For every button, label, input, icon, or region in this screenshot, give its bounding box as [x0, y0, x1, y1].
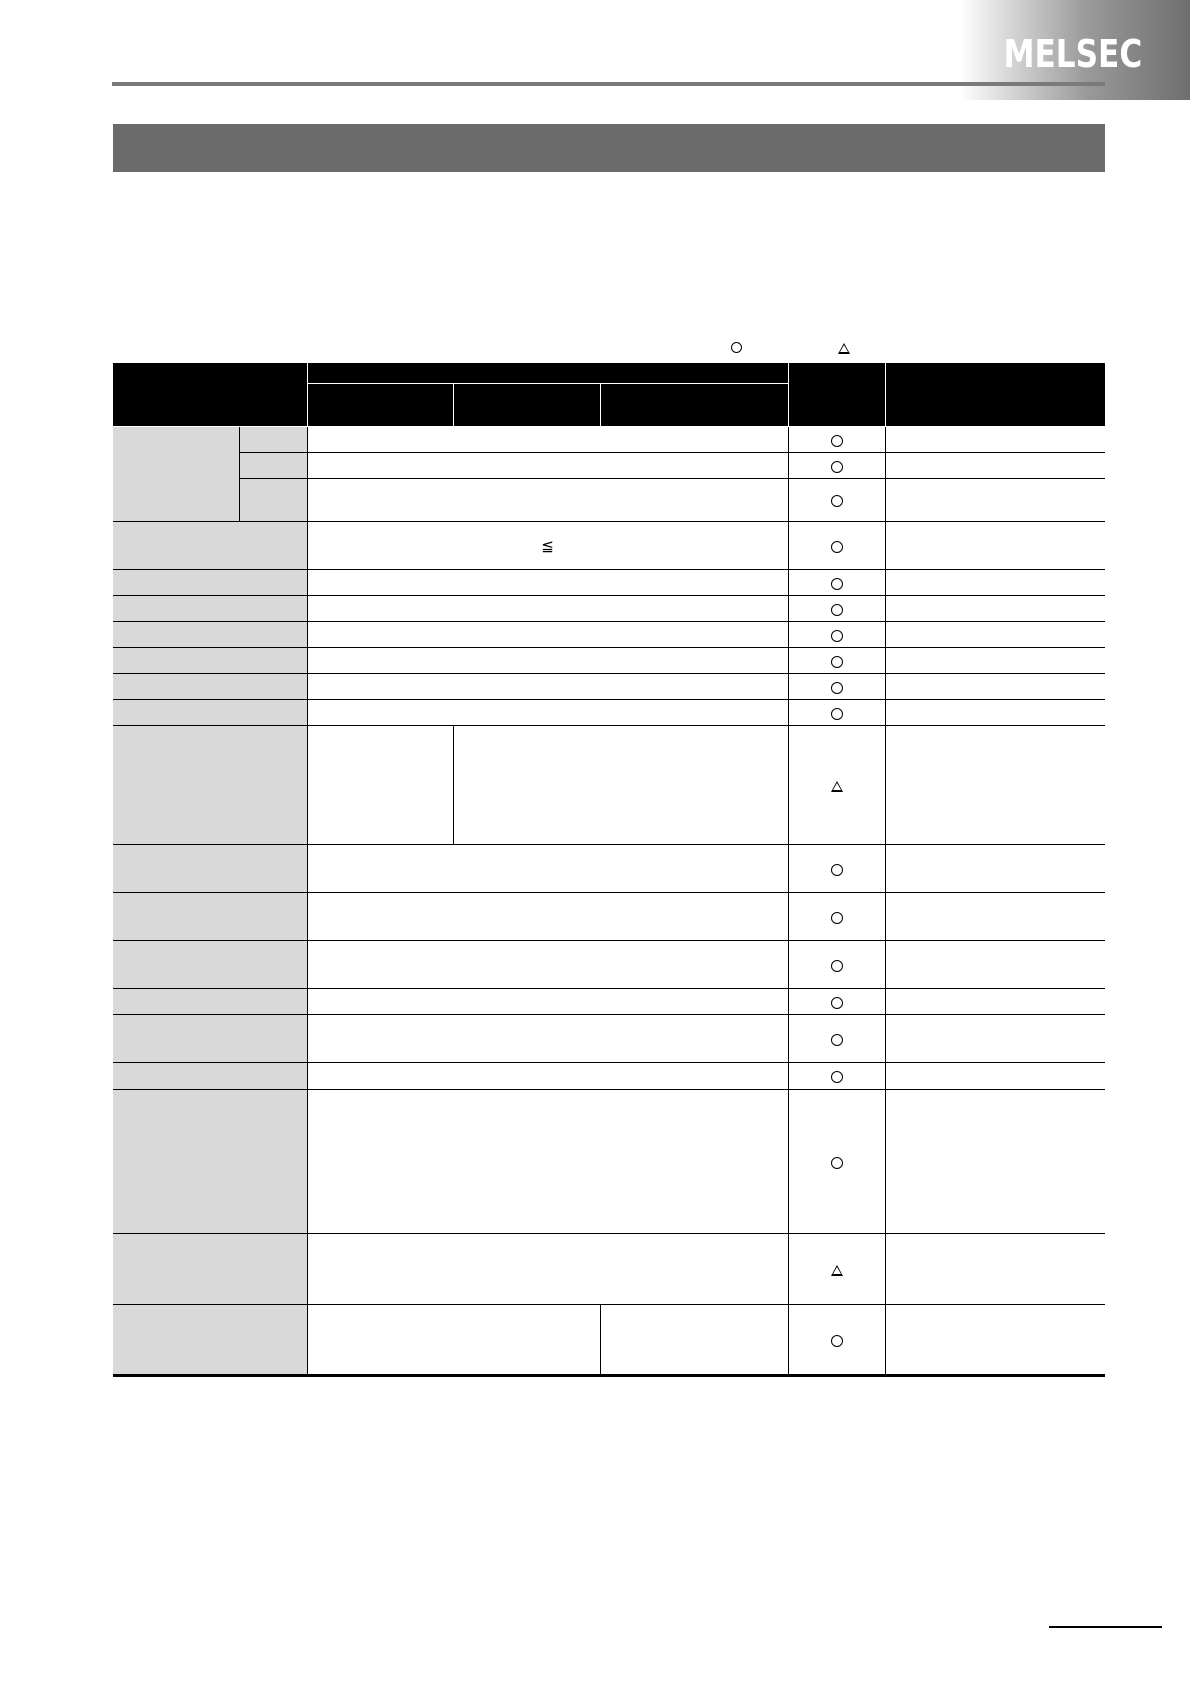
row-mark-cell: [788, 570, 885, 596]
row-ref-cell: [885, 622, 1105, 648]
row-mark-cell: [788, 522, 885, 570]
row-ref-cell: [885, 1063, 1105, 1090]
row-ref-cell: [885, 479, 1105, 522]
row-mark-cell: [788, 893, 885, 941]
row-value-cell: [307, 1305, 600, 1376]
table-row: [113, 700, 1105, 726]
brand-logo: MELSEC: [1003, 32, 1142, 76]
table-row: [113, 1015, 1105, 1063]
table-row: [113, 1234, 1105, 1305]
header-compat: [788, 363, 885, 427]
row-mark-cell: [788, 1015, 885, 1063]
row-subitem-cell: [239, 453, 307, 479]
row-ref-cell: [885, 596, 1105, 622]
table-row: [113, 427, 1105, 453]
row-item-cell: [113, 674, 307, 700]
row-mark-cell: [788, 726, 885, 845]
header-precautions: [885, 363, 1105, 427]
row-mark-cell: [788, 1090, 885, 1234]
legend-triangle-icon: [838, 340, 850, 356]
row-item-cell: [113, 648, 307, 674]
row-item-cell: [113, 700, 307, 726]
circle-icon: [831, 1335, 843, 1347]
header-spec-group: [307, 363, 788, 384]
row-value-cell: [307, 893, 788, 941]
row-value-cell: [307, 726, 453, 845]
table-row: [113, 479, 1105, 522]
header-item: [113, 363, 307, 427]
circle-icon: [831, 495, 843, 507]
table-row: [113, 941, 1105, 989]
circle-icon: [831, 997, 843, 1009]
row-subitem-cell: [239, 479, 307, 522]
row-ref-cell: [885, 648, 1105, 674]
row-value-cell: [307, 479, 788, 522]
row-item-cell: [113, 427, 239, 522]
row-ref-cell: [885, 570, 1105, 596]
row-item-cell: [113, 570, 307, 596]
circle-icon: [831, 1157, 843, 1169]
row-value-cell: [307, 845, 788, 893]
row-ref-cell: [885, 989, 1105, 1015]
row-value-cell: [453, 726, 788, 845]
circle-icon: [831, 960, 843, 972]
table-row: [113, 674, 1105, 700]
row-item-cell: [113, 726, 307, 845]
row-item-cell: [113, 622, 307, 648]
table-row: [113, 648, 1105, 674]
table-row: [113, 522, 1105, 570]
row-mark-cell: [788, 648, 885, 674]
circle-icon: [831, 604, 843, 616]
row-item-cell: [113, 1090, 307, 1234]
circle-icon: [831, 1034, 843, 1046]
row-mark-cell: [788, 674, 885, 700]
row-mark-cell: [788, 1234, 885, 1305]
circle-icon: [831, 578, 843, 590]
row-item-cell: [113, 941, 307, 989]
table-row: [113, 1063, 1105, 1090]
row-mark-cell: [788, 479, 885, 522]
row-ref-cell: [885, 427, 1105, 453]
table-row: [113, 1305, 1105, 1376]
circle-icon: [831, 708, 843, 720]
row-ref-cell: [885, 726, 1105, 845]
row-item-cell: [113, 1015, 307, 1063]
circle-icon: [831, 1071, 843, 1083]
row-subitem-cell: [239, 427, 307, 453]
row-value-cell: [307, 570, 788, 596]
table-row: [113, 726, 1105, 845]
row-value-cell: [307, 941, 788, 989]
circle-icon: [831, 912, 843, 924]
row-item-cell: [113, 522, 307, 570]
section-title-bar: [113, 124, 1105, 172]
page-number-rule: [1049, 1626, 1162, 1628]
circle-icon: [831, 682, 843, 694]
table-row: [113, 453, 1105, 479]
row-ref-cell: [885, 845, 1105, 893]
row-mark-cell: [788, 1305, 885, 1376]
row-ref-cell: [885, 453, 1105, 479]
row-mark-cell: [788, 941, 885, 989]
table-row: [113, 622, 1105, 648]
row-ref-cell: [885, 1090, 1105, 1234]
legend-circle-icon: [731, 342, 742, 353]
circle-icon: [831, 864, 843, 876]
table-row: [113, 596, 1105, 622]
circle-icon: [831, 656, 843, 668]
row-ref-cell: [885, 1234, 1105, 1305]
row-item-cell: [113, 1063, 307, 1090]
row-value-cell: [307, 989, 788, 1015]
row-mark-cell: [788, 453, 885, 479]
row-mark-cell: [788, 596, 885, 622]
row-item-cell: [113, 1305, 307, 1376]
table-row: [113, 1090, 1105, 1234]
table-row: [113, 845, 1105, 893]
table-row: [113, 893, 1105, 941]
row-ref-cell: [885, 941, 1105, 989]
triangle-icon: [831, 781, 843, 792]
row-mark-cell: [788, 845, 885, 893]
row-value-cell: [307, 1063, 788, 1090]
header-rule: [112, 82, 1105, 86]
row-value-cell: [307, 453, 788, 479]
row-item-cell: [113, 989, 307, 1015]
circle-icon: [831, 541, 843, 553]
row-value-cell: [307, 700, 788, 726]
table-row: [113, 570, 1105, 596]
triangle-icon: [831, 1265, 843, 1276]
row-value-cell: [307, 622, 788, 648]
row-ref-cell: [885, 674, 1105, 700]
row-mark-cell: [788, 427, 885, 453]
row-ref-cell: [885, 1305, 1105, 1376]
row-mark-cell: [788, 700, 885, 726]
circle-icon: [831, 630, 843, 642]
header-spec-col-3: [600, 384, 788, 427]
less-equal-symbol: ≦: [541, 536, 554, 555]
row-value-cell: [307, 648, 788, 674]
row-value-cell: [600, 1305, 788, 1376]
spec-comparison-table: [113, 363, 1105, 1377]
row-value-cell: [307, 1234, 788, 1305]
circle-icon: [831, 461, 843, 473]
row-mark-cell: [788, 989, 885, 1015]
row-ref-cell: [885, 893, 1105, 941]
row-ref-cell: [885, 522, 1105, 570]
row-value-cell: [307, 674, 788, 700]
row-item-cell: [113, 893, 307, 941]
header-spec-col-2: [453, 384, 600, 427]
row-value-cell: [307, 1015, 788, 1063]
row-ref-cell: [885, 700, 1105, 726]
row-value-cell: [307, 1090, 788, 1234]
table-row: [113, 989, 1105, 1015]
row-mark-cell: [788, 622, 885, 648]
row-item-cell: [113, 845, 307, 893]
header-spec-col-1: [307, 384, 453, 427]
row-value-cell: [307, 596, 788, 622]
row-item-cell: [113, 1234, 307, 1305]
row-ref-cell: [885, 1015, 1105, 1063]
row-value-cell: [307, 427, 788, 453]
row-value-cell: [307, 522, 788, 570]
row-mark-cell: [788, 1063, 885, 1090]
circle-icon: [831, 435, 843, 447]
row-item-cell: [113, 596, 307, 622]
table-header-row: [113, 363, 1105, 384]
